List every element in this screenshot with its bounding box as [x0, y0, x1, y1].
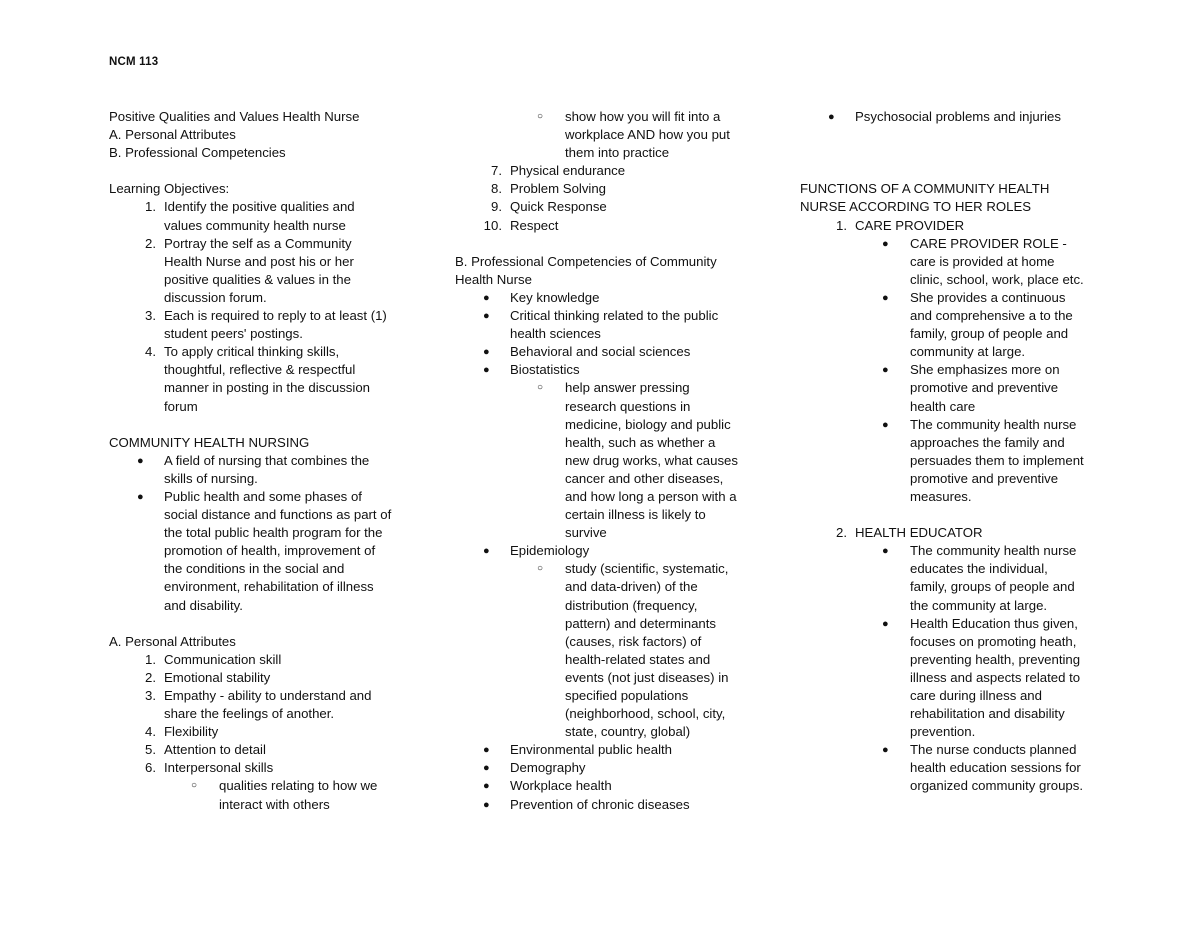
functions-heading: FUNCTIONS OF A COMMUNITY HEALTH — [800, 181, 1050, 197]
role-item — [800, 217, 1100, 235]
column-3 — [800, 108, 1100, 796]
objectives-heading: Learning Objectives: — [109, 181, 230, 197]
list-number: 7. — [491, 163, 502, 179]
list-item: ● A field of nursing that combines the skills of nursing. — [137, 452, 370, 486]
objective-item: 4. To apply critical thinking skills, thoughtful, reflective & respectful manner in posting in the discussion forum — [109, 343, 409, 415]
bullet-icon: ● — [483, 310, 490, 323]
sub-list-item: ○ study (scientific, systematic, and data-driven) of the distribution (frequency, pattern) and determinants (causes, risk factors) of health-related states and events (not just diseases) in specified populations (neighborhood, school, city, state, country, global) — [537, 561, 729, 740]
role-title: HEALTH EDUCATOR — [855, 525, 983, 541]
list-number: 1. — [145, 651, 156, 667]
attribute-item: 2. Emotional stability — [109, 669, 409, 687]
attribute-item: 9. Quick Response — [455, 198, 755, 216]
bullet-icon: ● — [483, 798, 490, 811]
functions-heading-cont: NURSE ACCORDING TO HER ROLES — [800, 199, 1032, 215]
list-number: 1. — [145, 199, 156, 215]
bullet-icon: ● — [882, 418, 889, 431]
list-number: 6. — [145, 760, 156, 776]
list-number: 10. — [483, 217, 502, 233]
role-title: CARE PROVIDER — [855, 217, 965, 233]
sub-list-item: ○ qualities relating to how we interact with others — [191, 778, 378, 812]
list-number: 4. — [145, 344, 156, 360]
list-item: ● Behavioral and social sciences — [455, 343, 755, 361]
bullet-icon: ● — [882, 744, 889, 757]
list-number: 5. — [145, 742, 156, 758]
attribute-item: 10. Respect — [455, 217, 755, 235]
bullet-icon: ● — [483, 364, 490, 377]
sub-list-item: ○ help answer pressing research questions in medicine, biology and public health, such as whether a new drug works, what causes cancer and other diseases, and how long a person with a certain illness is likely to survive — [537, 380, 738, 541]
chn-heading: COMMUNITY HEALTH NURSING — [109, 434, 310, 450]
bullet-icon: ● — [483, 762, 490, 775]
bullet-icon: ● — [882, 364, 889, 377]
doc-title: Positive Qualities and Values Health Nurse — [109, 109, 360, 124]
attribute-item: 5. Attention to detail — [109, 741, 409, 759]
objective-item: 3. Each is required to reply to at least (1) student peers' postings. — [109, 307, 409, 343]
bullet-icon: ● — [882, 545, 889, 558]
bullet-icon: ● — [483, 744, 490, 757]
list-item: ● Environmental public health — [455, 741, 755, 759]
list-item: ● Demography — [455, 759, 755, 777]
bullet-icon: ● — [137, 490, 144, 503]
title-subitem-a: A. Personal Attributes — [109, 127, 236, 143]
attributes-heading: A. Personal Attributes — [109, 633, 236, 649]
bullet-icon: ● — [882, 237, 889, 250]
list-item: ● Epidemiology — [455, 542, 755, 560]
attribute-item: 3. Empathy - ability to understand and share the feelings of another. — [109, 687, 409, 723]
list-number: 2. — [145, 235, 156, 251]
list-number: 1. — [836, 217, 847, 233]
competencies-heading-cont: Health Nurse — [455, 271, 532, 287]
attribute-item: 6. Interpersonal skills — [109, 759, 409, 777]
list-number: 2. — [836, 525, 847, 541]
hollow-bullet-icon: ○ — [537, 563, 544, 575]
sub-list-item: ○ show how you will fit into a workplace AND how you put them into practice — [537, 109, 730, 161]
title-subitem-b: B. Professional Competencies — [109, 145, 286, 161]
course-code: NCM 113 — [109, 56, 159, 68]
list-number: 9. — [491, 199, 502, 215]
list-item: ● Biostatistics — [455, 361, 755, 379]
bullet-icon: ● — [137, 454, 144, 467]
list-item: ● CARE PROVIDER ROLE - care is provided at home clinic, school, work, place etc. — [882, 235, 1084, 287]
objective-item: 1. Identify the positive qualities and values community health nurse — [109, 198, 409, 234]
bullet-icon: ● — [882, 617, 889, 630]
list-item: ● She provides a continuous and comprehensive a to the family, group of people and community at large. — [882, 289, 1073, 360]
bullet-icon: ● — [882, 291, 889, 304]
list-number: 2. — [145, 669, 156, 685]
bullet-icon: ● — [828, 111, 835, 123]
attribute-item: 7. Physical endurance — [455, 162, 755, 180]
list-item: ● Key knowledge — [455, 289, 755, 307]
hollow-bullet-icon: ○ — [537, 111, 544, 122]
list-number: 3. — [145, 688, 156, 703]
role-item — [800, 524, 1100, 542]
list-item: ● Health Education thus given, focuses on promoting heath, preventing health, preventing illness and aspects related to care during illness and rehabilitation and disability prevention. — [882, 615, 1081, 740]
list-item: ● The nurse conducts planned health education sessions for organized community groups. — [882, 742, 1083, 794]
list-item: ● Workplace health — [455, 777, 755, 795]
attribute-item: 4. Flexibility — [109, 723, 409, 741]
objective-item: 2. Portray the self as a Community Health Nurse and post his or her positive qualities & values in the discussion forum. — [109, 235, 409, 307]
list-item: ● The community health nurse approaches the family and persuades them to implement promotive and preventive measures. — [882, 416, 1084, 504]
competencies-heading: B. Professional Competencies of Community — [455, 253, 717, 269]
hollow-bullet-icon: ○ — [537, 382, 544, 394]
hollow-bullet-icon: ○ — [191, 780, 198, 792]
column-1 — [109, 108, 409, 814]
column-2 — [455, 108, 755, 814]
list-item: ● Critical thinking related to the public health sciences — [483, 308, 719, 342]
objectives-list — [109, 198, 409, 415]
attribute-item: 8. Problem Solving — [455, 180, 755, 198]
bullet-icon: ● — [483, 780, 490, 793]
bullet-icon: ● — [483, 545, 490, 558]
list-number: 3. — [145, 308, 156, 324]
list-number: 4. — [145, 724, 156, 740]
bullet-icon: ● — [483, 346, 490, 359]
list-item: ● The community health nurse educates the individual, family, groups of people and the community at large. — [882, 543, 1077, 613]
list-item: ● She emphasizes more on promotive and preventive health care — [882, 362, 1060, 414]
attribute-item: 1. Communication skill — [109, 651, 409, 669]
list-number: 8. — [491, 181, 502, 197]
list-item: ● Public health and some phases of social distance and functions as part of the total public health program for the promotion of health, improvement of the conditions in the social and environment, rehabilitation of illness and disability. — [137, 488, 392, 613]
bullet-icon: ● — [483, 291, 490, 304]
list-item: ● Prevention of chronic diseases — [455, 796, 755, 814]
list-item: ● Psychosocial problems and injuries — [800, 108, 1100, 126]
